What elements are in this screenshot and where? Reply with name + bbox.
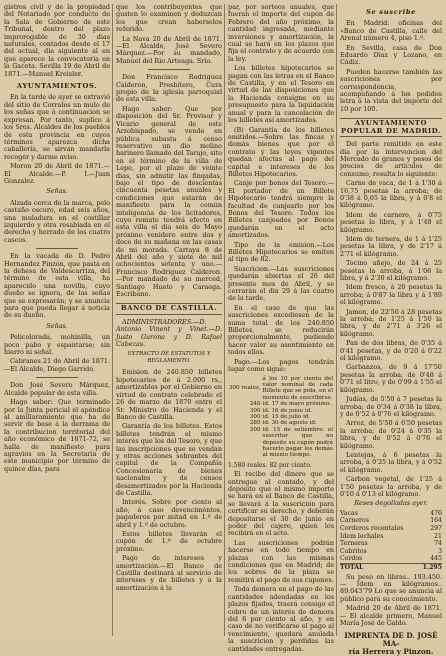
section-heading: AYUNTAMIENTO POPULAR DE MADRID.: [340, 118, 442, 137]
table-total-row: [340, 563, 442, 571]
column-rule: [112, 4, 113, 636]
table-cell-id: id.: [262, 413, 270, 420]
paragraph: Canje por bonos del Tesoro.—El portador de un Billete Hipotecario tendrá siempre la facultad de canjearlo por los Bonos del Tesoro. Todos los Billetes canjeados por Bonos quedarán en el acto amortizados.: [228, 179, 334, 240]
table-cell: Carneros: [340, 517, 369, 525]
signature: Madrid 20 de Abril de 1871.— El alcalde primero, Manuel María José de Galdo.: [340, 604, 442, 627]
price-item: Garbanzos, de 9 á 17'50 pesetas la arroba; de 0'48 á 0'71 el litro, y de 0'99 á 1'55 el kilógramo.: [340, 363, 442, 394]
paragraph: En la vacada de D. Pedro Hernandez Pinzon, que pasta en la dehesa de Valdescarriza, del término de esta villa, ha aparecido una novilla, cuyo dueño se ignora, de las señas que se expresarán; y se anuncia para que pueda llegar á noticia de su dueño.: [4, 252, 110, 320]
table-row: [228, 376, 334, 402]
table-row: [340, 555, 442, 563]
table-cell: á los 10 por ciento del valor nominal de cada Billete que se pida, en el momento de suscribirse.: [262, 375, 333, 401]
column-rule: [336, 4, 337, 636]
signature: Moron 20 de Abril de 1871.—El Alcalde.—P. I.—Juan Gonzalez.: [4, 162, 110, 185]
table-cell: Vacas: [340, 509, 358, 517]
table-cell: 21: [434, 532, 442, 540]
paragraph: Del parte remitido en este dia por la intervencion del Mercado de granos y pesos de precios de artículos de consumo, resulta lo siguiente:: [340, 140, 442, 178]
paragraph: Pago.—Los pagos tendrán lugar como sigue:: [228, 357, 334, 374]
paragraph: ADMINISTRADORES.—D. Antonio Vinent y Vinet.—D. Justo Gurona y D. Rafael Cabezas.: [116, 317, 222, 349]
paragraph: Hago saber: Que por disposición del Sr. Provisor y Vicario general de este Arzobispado, se vende en pública subasta á censo reservativo un dio molino harinero llamado del Tarajo, sito en el término de la villa de Lepe, por el plazo de veinte dias, sin admitir las finqadas, bajo el tipo de doscientas cincuenta pesetas anuales y condiciones que estarán de manifiesto para la común inteligencia de los licitadores, cuyo remate tendrá efecto en esta villa el dia seis de Mayo próximo venidero entre dos y doce de su mañana en las casas de mi morada. Cartaya 8 de Abril del año y siete de mil ochocientos setenta y uno.—Francisco Rodriguez Calderon.—Por mandado de su merced, Santiago Hueto y Caraega. Escribano.: [116, 104, 222, 299]
price-item: Carbon vegetal, de 1'25 á 1'50 pesetas la arroba, y de 0'10 á 0'13 el kilógramo.: [340, 475, 442, 498]
price-item: Idem de ternera, de 1 á 1'25 pesetas la libra, y de 2'17 á 2'71 el kilógramo.: [340, 234, 442, 258]
table-cell: 1.295: [418, 563, 442, 571]
table-cell: Terneras: [340, 540, 368, 548]
price-item: Pan de dos libras, de 0'35 á 0'41 pesetas, y de 0'20 á 0'22 el kilógramo.: [340, 339, 442, 363]
price-item: Arroz, de 5'50 á 6'50 pesetas la arroba; de 0'24 á 0'35 la libra, y de 0'52 á 0'76 el kilógramo.: [340, 419, 442, 450]
printer-name-line: ría Herrera y Pinzon.: [348, 647, 434, 656]
paragraph: par, por sorteos anuales, que fueran el importe del cupón de Febrero del año próximo, la cantidad ingresada, mediante inversiones y amortización, la cual se hará en los plazos que fija el contrato y de acuerdo con la ley.: [228, 3, 334, 63]
paragraph: Toda demora en el pago de las cantidades adeudadas en los plazos fijados, traerá consigo el cobro de un interés de demora del 6 por ciento al año, y en caso de no verificarse el pago al vencimiento, quedará anulada la suscricion y perdidas las cantidades entregadas.: [228, 585, 334, 653]
paragraph: Don José Severo Márquez, Alcalde popular de esta villa.: [4, 381, 110, 397]
paragraph: En la tarde de ayer se extravió del sitio de Corrales un mulo de los señas que á continuacion se expresan. Por tanto, suplico á los Sres. Alcaldes de los pueblos de esta provincia en cuyos términos aparezca dicha caballería, se sirvan mandarla recoger y darme aviso.: [4, 93, 110, 161]
price-item: Tocino añejo, de 24 á 25 pesetas la arroba, á 1'06 la libra, y á 2'30 el kilógramo.: [340, 259, 442, 282]
paragraph: Hago saber: Que terminado por la Junta pericial el apéndice al amillaramiento que ha de servir de base á la derrama de la contribucion territorial del año económico de 1871-72, se halla de manifiesto para agravios en la Secretaría de este municipio por término de quince días, para: [4, 398, 110, 473]
divider: [36, 248, 78, 249]
table-cell: Cerdos: [340, 555, 363, 563]
divider: [148, 69, 190, 70]
paragraph: Alzada cerca de la marca, pelo castaño oscuro, edad seis años, una muladura en el costillar izquierdo y otra resabiada en el derecho y herrado de los cuatro cascos.: [4, 198, 110, 244]
subheading: Señas.: [46, 321, 68, 330]
price-item: Lentejas, á 6 pesetas la arroba, á 0'25 la libra, y á 0'52 el kilógramo.: [340, 450, 442, 474]
paragraph: Garantía de los billetes. Estos billetes tendrán el mismo interés que los del Tesoro, y que las inscripciones que se vendan y otras acciones sobrantes del capital de la Compañía Concesionaria de bienes nacionales y de censos desamortizados por la Hacienda de Castilla.: [116, 422, 222, 497]
paragraph: gistros civil y de la propiedad del Notariado por conducto de la Sala de Gobierno de este Tribunal, dentro del plazo improrogable de 30 dias naturales, contados desde el 17 del actual, día siguiente al en que aparece la convocatoria en la Gaceta. Sevilla 19 de Abril de 1871.—Manuel Kreisler.: [4, 3, 110, 78]
price-item: Judías, de 5'50 á 7 pesetas la arroba; de 0'34 á 0'38 la libra, y de 0'52 á 0'76 el kilógramo.: [340, 395, 442, 418]
column-4: [340, 4, 442, 656]
paragraph: Su peso en libras.. 193.450.— Idem en kilógramos.. 89.043'79 Lo que se anuncia al público para su conocimiento.: [340, 572, 442, 603]
paragraph: (B) Garantía de los billetes emitidos.—Sobre las fincas y demás bienes que por el contrato y las leyes vigentes quedan afectas al pago del capital e intereses de los Billetes Hipotecarios.: [228, 125, 334, 178]
table-cell-date: 15 de setiembre: el suscritor que no deposite su cupón podrá hacerlo pagar los demás al mismo tiempo.: [262, 426, 333, 459]
table-cell: [262, 427, 334, 459]
price-item: Carne de vaca, de 1 á 1'30 á 16,75 pesetas la arroba; de 0'38 á 0,65 la libra, y á 0'8 el kilógramo.: [340, 179, 442, 210]
paragraph: Pago de intereses y amortización.—El Banco de Castilla destinará al servicio de intereses y de billetes y á la amortización á la: [116, 554, 222, 592]
paragraph: Suscricion.—Las suscriciones quedarán abiertas el 26 del presente mes de Abril, y se cerrarán el dia 29 á las cuatro de la tarde.: [228, 264, 334, 303]
column-3: [228, 3, 334, 653]
divider: [36, 377, 78, 378]
paragraph: Pelicolorada, mohinilla, un poco pabo y espantarse; sin hierro ni señal.: [4, 333, 110, 357]
printer-imprint: [340, 632, 442, 656]
table-cell: 240: [249, 401, 261, 408]
table-cell: 476: [430, 509, 442, 517]
table-cell: 297: [430, 524, 442, 532]
table-cell-date: 16 de junio id.: [271, 407, 313, 414]
table-row: [340, 510, 442, 518]
paragraph: Pueden hacerse también las suscriciones por correspondencia, acompañando á los pedidos letra á la vista del importe del 10 por 100.: [340, 67, 442, 113]
paragraph: Tipo de la emision.—Los Billetes Hipotecarios se emiten al tipo de 82.: [228, 240, 334, 264]
payment-total: 1.580 reales. 82 por ciento.: [228, 461, 312, 469]
payment-schedule-table: [228, 376, 334, 459]
price-item: Idem de carnero, á 0'75 pesetas la libra, y á 1'48 el kilógramo.: [340, 210, 442, 234]
table-cell-date: 15 de julio id.: [271, 413, 311, 420]
table-cell: Idem lechales: [340, 532, 384, 540]
table-cell-id: id.: [262, 426, 270, 433]
paragraph: que los contribuyentes que gusten lo examinen y deduzcan los que crean haberselos referido.: [116, 3, 222, 34]
section-heading: BANCO DE CASTILLA.: [116, 303, 222, 314]
table-cell: 445: [430, 555, 442, 563]
paragraph: Interés. Sobre por ciento al año, á caso devenciméntos, pagaderos por mitad en 1.º de abril y 1.º de octubre.: [116, 498, 222, 529]
table-cell-date: 17 de mayo próximo.: [271, 401, 331, 408]
table-cell-id: id.: [262, 401, 270, 408]
table-row: [340, 540, 442, 548]
paragraph: La Nava 20 de Abril de 1871.—El Alcalde, José Severo Márquez.—Por su mandado, Manuel del Rio Arteaga. Srio.: [116, 34, 222, 65]
table-cell: 280: [249, 420, 261, 427]
subheading: Reses degolladas ayer.: [354, 499, 428, 508]
paragraph: En el caso de que las suscriciones excediesen de la suma total de los 240.850 Billetes, se reducirán proporcionalmente, pudiendo hacer valer su asentimiento en todos ellos.: [228, 303, 334, 357]
paragraph: Los billetes hipotecarios se pagan con las letras en el Banco de Castilla, y en el Tesoro en virtud de las disposiciones que la Hacienda consigne en su presupuesto para la liquidación anual y para la cancelación de los billetes así amortizados.: [228, 64, 334, 125]
table-row: [340, 548, 442, 556]
column-1: [4, 4, 110, 636]
table-cell: 3: [438, 547, 442, 555]
paragraph: En Madrid: oficinas del «Banco de Castilla, calle del Arenal número 4, piso 1.º.: [340, 19, 442, 43]
table-cell: 300: [249, 407, 261, 414]
paragraph: Las suscriciones podrán hacerse en todo tiempo en plazas con las mismas condiciones que en Madrid; de los sobres de la plaza se remitirá el pago de sus cupones.: [228, 538, 334, 584]
table-row: [228, 427, 334, 459]
table-cell: 164: [430, 517, 442, 525]
table-cell: 300 reales,: [229, 385, 261, 392]
paragraph: En Sevilla, casa de Don Eduardo Díaz y Lozano, en Cádiz.: [340, 43, 442, 67]
paragraph: Don Francisco Rodriguez Calderon, Presbítero, Cura propio de la iglesia parroquial de esta villa.: [116, 73, 222, 104]
section-heading: Se suscribe: [365, 8, 417, 16]
paragraph: Emision de 240.850 billetes hipotecarios de á 2.000 rs., amortizables por el Gobierno en virtud de contrato celebrado el 26 de marzo de 1870 entre el Sr. Ministro de Hacienda y el Banco de Castilla.: [116, 368, 222, 421]
subheading: EXTRACTO DE ESTATUTOS Y REGLAMENTO.: [127, 351, 211, 365]
table-cell-id: id.: [262, 407, 270, 414]
table-row: [340, 525, 442, 533]
column-2: [116, 4, 222, 636]
column-rule: [224, 4, 225, 636]
table-cell: 200: [249, 426, 261, 433]
table-row: [340, 533, 442, 541]
table-cell: Cabritos: [340, 547, 367, 555]
livestock-table: [340, 510, 442, 572]
table-cell-id: id.: [262, 420, 270, 427]
price-item: Jamon, de 22'50 á 28 pesetas la arroba; de 1'25 á 1'50 la libra, y de 2'71 á 3'26 el kilógramo.: [340, 307, 442, 338]
price-item: Idem fresco, á 20 pesetas la arroba; á 0'87 la libra y á 1'89 el kilógramo.: [340, 283, 442, 307]
signature: Cabranes 21 de Abril de 1871.—El Alcalde, Diego Garrido.: [4, 357, 110, 373]
table-cell: 300: [249, 413, 261, 420]
table-cell-date: 30 de agosto id.: [271, 420, 317, 427]
table-cell: Corderos recentales: [340, 524, 404, 532]
table-cell: 74: [434, 540, 442, 548]
paragraph: El recibo del dinero que se entregue al contado, y del depósito que el mismo importe se hará en el Banco de Castilla, se llevará á la suscricion para certificar su derecho, y deberán depositarse el 30 de junio en poder del cajero, quien los recibirá en el acto.: [228, 470, 334, 538]
subheading: Señas.: [46, 187, 68, 196]
table-row: [340, 517, 442, 525]
printer-name-line: IMPRENTA DE D. JOSÉ MA-: [344, 631, 438, 649]
table-cell: TOTAL: [340, 563, 418, 571]
paragraph: Estos billetes llevarán el cupón de 1.º de octubre próximo.: [116, 530, 222, 553]
section-heading: AYUNTAMIENTOS.: [16, 82, 98, 91]
